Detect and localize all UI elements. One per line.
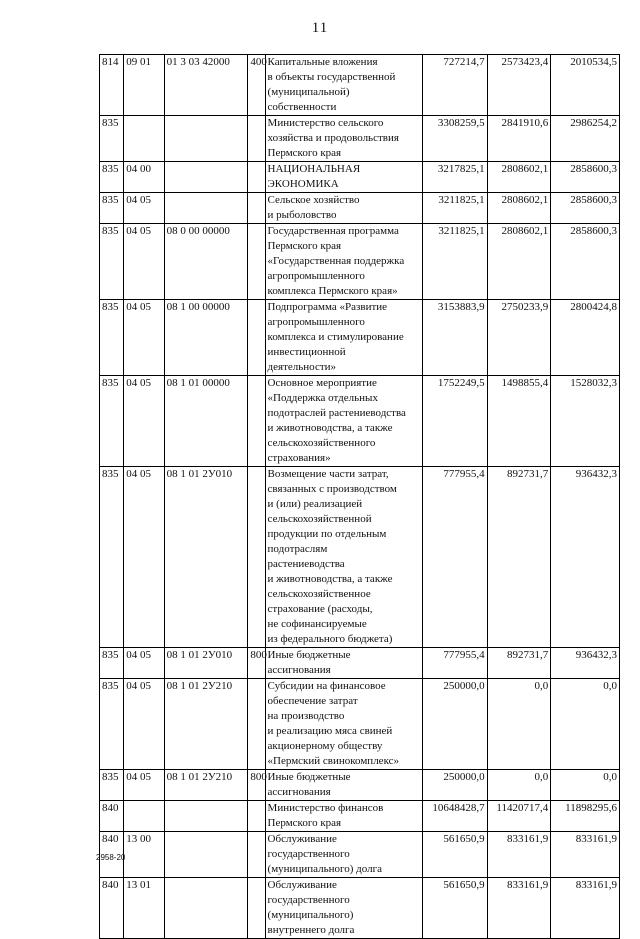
section-code-cell: 04 05 (124, 467, 164, 648)
item-name-cell: Субсидии на финансовое обеспечение затрат на производство и реализацию мяса свиней акционерному обществу «Пермский свинокомплекс» (265, 679, 423, 770)
amount-year3-cell: 2010534,5 (551, 55, 620, 116)
admin-code-cell: 835 (100, 193, 124, 224)
amount-year2-cell: 2808602,1 (487, 162, 551, 193)
target-article-cell (164, 878, 248, 939)
amount-year1-cell: 3153883,9 (423, 300, 488, 376)
target-article-cell: 01 3 03 42000 (164, 55, 248, 116)
expense-type-cell: 800 (248, 770, 265, 801)
expense-type-cell (248, 193, 265, 224)
amount-year3-cell: 11898295,6 (551, 801, 620, 832)
amount-year2-cell: 2750233,9 (487, 300, 551, 376)
table-row (100, 832, 620, 878)
target-article-cell: 08 1 01 2У210 (164, 679, 248, 770)
admin-code-cell: 835 (100, 770, 124, 801)
expense-type-cell (248, 801, 265, 832)
budget-table-body (100, 55, 620, 939)
table-row (100, 300, 620, 376)
table-row (100, 224, 620, 300)
target-article-cell: 08 1 01 2У010 (164, 467, 248, 648)
item-name-cell: Сельское хозяйство и рыболовство (265, 193, 423, 224)
target-article-cell (164, 162, 248, 193)
amount-year1-cell: 3211825,1 (423, 193, 488, 224)
expense-type-cell (248, 376, 265, 467)
table-row (100, 467, 620, 648)
expense-type-cell (248, 116, 265, 162)
section-code-cell: 04 05 (124, 679, 164, 770)
target-article-cell (164, 193, 248, 224)
admin-code-cell: 835 (100, 224, 124, 300)
target-article-cell: 08 1 01 2У210 (164, 770, 248, 801)
target-article-cell (164, 801, 248, 832)
expense-type-cell: 400 (248, 55, 265, 116)
item-name-cell: Иные бюджетные ассигнования (265, 770, 423, 801)
amount-year1-cell: 3211825,1 (423, 224, 488, 300)
amount-year3-cell: 2858600,3 (551, 193, 620, 224)
table-row (100, 116, 620, 162)
table-row (100, 648, 620, 679)
table-row (100, 162, 620, 193)
amount-year3-cell: 0,0 (551, 679, 620, 770)
amount-year1-cell: 727214,7 (423, 55, 488, 116)
amount-year1-cell: 777955,4 (423, 467, 488, 648)
expense-type-cell (248, 878, 265, 939)
target-article-cell (164, 116, 248, 162)
amount-year3-cell: 833161,9 (551, 832, 620, 878)
expense-type-cell (248, 300, 265, 376)
amount-year1-cell: 250000,0 (423, 770, 488, 801)
amount-year3-cell: 833161,9 (551, 878, 620, 939)
amount-year2-cell: 2573423,4 (487, 55, 551, 116)
item-name-cell: Министерство сельского хозяйства и продовольствия Пермского края (265, 116, 423, 162)
table-row (100, 193, 620, 224)
amount-year1-cell: 3217825,1 (423, 162, 488, 193)
amount-year2-cell: 833161,9 (487, 832, 551, 878)
section-code-cell: 04 05 (124, 300, 164, 376)
admin-code-cell: 835 (100, 300, 124, 376)
admin-code-cell: 840 (100, 878, 124, 939)
table-row (100, 801, 620, 832)
amount-year1-cell: 561650,9 (423, 832, 488, 878)
amount-year3-cell: 1528032,3 (551, 376, 620, 467)
section-code-cell: 04 05 (124, 193, 164, 224)
table-row (100, 679, 620, 770)
admin-code-cell: 835 (100, 116, 124, 162)
amount-year3-cell: 0,0 (551, 770, 620, 801)
amount-year3-cell: 2858600,3 (551, 162, 620, 193)
document-code: 2958-20 (96, 853, 126, 862)
amount-year2-cell: 0,0 (487, 770, 551, 801)
budget-table (99, 54, 620, 939)
item-name-cell: Обслуживание государственного (муниципального) долга (265, 832, 423, 878)
table-row (100, 55, 620, 116)
target-article-cell: 08 1 01 2У010 (164, 648, 248, 679)
admin-code-cell: 814 (100, 55, 124, 116)
amount-year1-cell: 250000,0 (423, 679, 488, 770)
page-number: 11 (311, 20, 329, 36)
target-article-cell (164, 832, 248, 878)
amount-year2-cell: 2808602,1 (487, 224, 551, 300)
item-name-cell: Министерство финансов Пермского края (265, 801, 423, 832)
section-code-cell (124, 116, 164, 162)
section-code-cell: 09 01 (124, 55, 164, 116)
item-name-cell: Основное мероприятие «Поддержка отдельных подотраслей растениеводства и животноводства, а также сельскохозяйственного страхования» (265, 376, 423, 467)
expense-type-cell (248, 679, 265, 770)
admin-code-cell: 835 (100, 467, 124, 648)
section-code-cell: 04 05 (124, 224, 164, 300)
section-code-cell (124, 801, 164, 832)
expense-type-cell (248, 162, 265, 193)
table-row (100, 878, 620, 939)
amount-year1-cell: 3308259,5 (423, 116, 488, 162)
amount-year3-cell: 936432,3 (551, 467, 620, 648)
section-code-cell: 13 00 (124, 832, 164, 878)
expense-type-cell (248, 224, 265, 300)
amount-year2-cell: 2808602,1 (487, 193, 551, 224)
expense-type-cell (248, 467, 265, 648)
table-row (100, 770, 620, 801)
section-code-cell: 04 00 (124, 162, 164, 193)
amount-year3-cell: 2986254,2 (551, 116, 620, 162)
amount-year1-cell: 777955,4 (423, 648, 488, 679)
amount-year1-cell: 1752249,5 (423, 376, 488, 467)
amount-year1-cell: 10648428,7 (423, 801, 488, 832)
table-row (100, 376, 620, 467)
target-article-cell: 08 0 00 00000 (164, 224, 248, 300)
item-name-cell: Иные бюджетные ассигнования (265, 648, 423, 679)
amount-year2-cell: 892731,7 (487, 648, 551, 679)
amount-year1-cell: 561650,9 (423, 878, 488, 939)
section-code-cell: 13 01 (124, 878, 164, 939)
section-code-cell: 04 05 (124, 376, 164, 467)
admin-code-cell: 840 (100, 801, 124, 832)
item-name-cell: Государственная программа Пермского края «Государственная поддержка агропромышленного комплекса Пермского края» (265, 224, 423, 300)
amount-year2-cell: 2841910,6 (487, 116, 551, 162)
expense-type-cell (248, 832, 265, 878)
amount-year2-cell: 892731,7 (487, 467, 551, 648)
admin-code-cell: 835 (100, 679, 124, 770)
item-name-cell: Подпрограмма «Развитие агропромышленного комплекса и стимулирование инвестиционной деятельности» (265, 300, 423, 376)
amount-year2-cell: 0,0 (487, 679, 551, 770)
item-name-cell: Капитальные вложения в объекты государственной (муниципальной) собственности (265, 55, 423, 116)
expense-type-cell: 800 (248, 648, 265, 679)
target-article-cell: 08 1 01 00000 (164, 376, 248, 467)
amount-year2-cell: 833161,9 (487, 878, 551, 939)
admin-code-cell: 835 (100, 162, 124, 193)
amount-year3-cell: 2858600,3 (551, 224, 620, 300)
amount-year3-cell: 936432,3 (551, 648, 620, 679)
section-code-cell: 04 05 (124, 648, 164, 679)
amount-year2-cell: 11420717,4 (487, 801, 551, 832)
target-article-cell: 08 1 00 00000 (164, 300, 248, 376)
admin-code-cell: 835 (100, 376, 124, 467)
item-name-cell: Возмещение части затрат, связанных с производством и (или) реализацией сельскохозяйственной продукции по отдельным подотраслям растениеводства и животноводства, а также сельскохозяйственное страхование (расходы, не софинансируемые из федерального бюджета) (265, 467, 423, 648)
item-name-cell: Обслуживание государственного (муниципального) внутреннего долга (265, 878, 423, 939)
amount-year3-cell: 2800424,8 (551, 300, 620, 376)
section-code-cell: 04 05 (124, 770, 164, 801)
admin-code-cell: 840 (100, 832, 124, 878)
amount-year2-cell: 1498855,4 (487, 376, 551, 467)
admin-code-cell: 835 (100, 648, 124, 679)
item-name-cell: НАЦИОНАЛЬНАЯ ЭКОНОМИКА (265, 162, 423, 193)
